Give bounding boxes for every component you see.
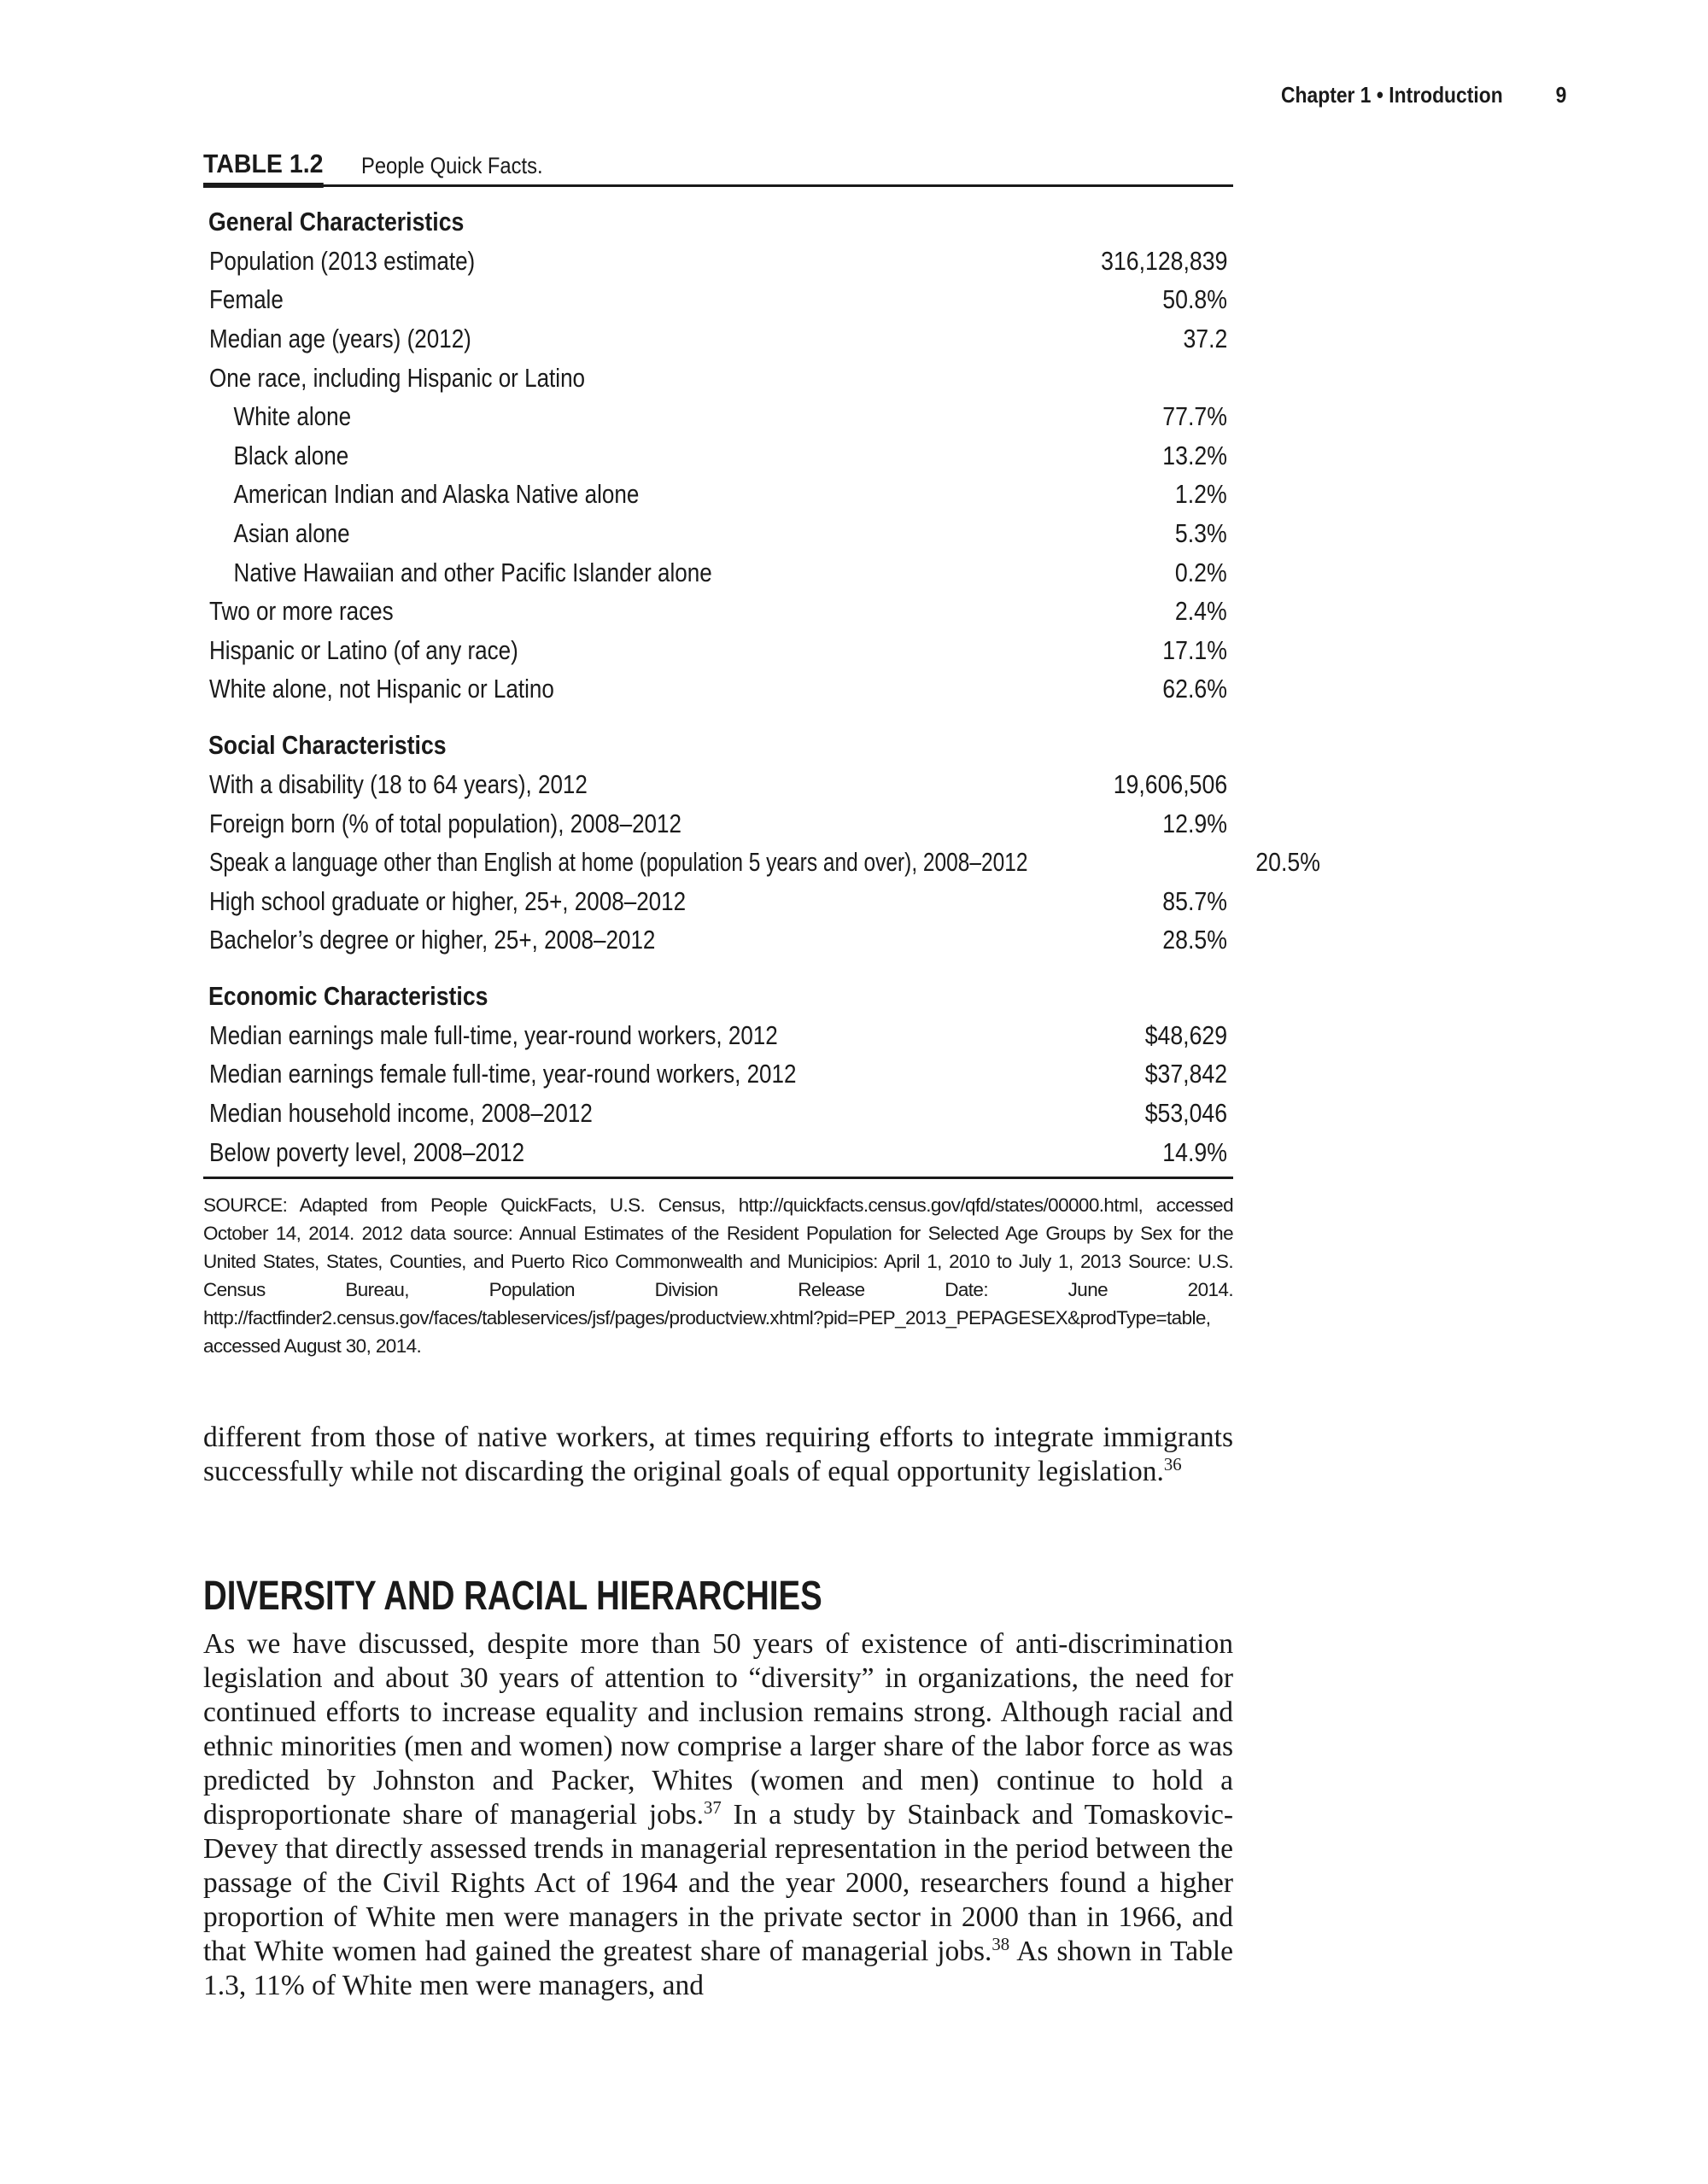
- row-label: Below poverty level, 2008–2012: [209, 1136, 525, 1167]
- table-row: [203, 1094, 1233, 1133]
- table-row: [203, 765, 1233, 804]
- row-label: One race, including Hispanic or Latino: [209, 362, 586, 393]
- table-row: [203, 843, 1321, 882]
- endnote-ref[interactable]: 36: [1163, 1454, 1182, 1474]
- paragraph-text: As we have discussed, despite more than 50 years of existence of anti-discrimination legislation and about 30 years of attention to “diversity” in organizations, the need for continued efforts to increase equality and inclusion remains strong. Although racial and ethnic minorities (men and women) now comprise a larger share of the labor force as was predicted by Johnston and Packer, Whites (women and men) continue to hold a disproportionate share of managerial jobs.: [203, 1628, 1233, 1831]
- section-heading-general: General Characteristics: [208, 207, 465, 237]
- table-row: [203, 476, 1233, 515]
- row-value: 0.2%: [1175, 557, 1227, 587]
- table-row: [203, 882, 1233, 921]
- table-row: [203, 921, 1233, 961]
- row-label: Hispanic or Latino (of any race): [209, 634, 518, 665]
- table-row: [203, 514, 1233, 553]
- paragraph-text: As shown in Table 1.3, 11% of White men were managers, and: [203, 1936, 1233, 2001]
- row-label: Native Hawaiian and other Pacific Islander alone: [233, 557, 712, 587]
- row-value: $48,629: [1144, 1019, 1227, 1050]
- row-label: Female: [209, 284, 284, 315]
- table-row: [203, 670, 1233, 710]
- table-title: People Quick Facts.: [360, 153, 543, 178]
- table-row: [203, 1133, 1233, 1172]
- row-value: 17.1%: [1162, 634, 1227, 665]
- endnote-ref[interactable]: 38: [991, 1934, 1010, 1954]
- paragraph-text: In a study by Stainback and Tomaskovic-Devey that directly assessed trends in managerial representation in the period between the passage of the Civil Rights Act of 1964 and the year 2000, researchers found a higher proportion of White men were managers in the private sector in 2000 than in 1966, and that White women had gained the greatest share of managerial jobs.: [203, 1799, 1233, 1967]
- row-value: 316,128,839: [1100, 245, 1227, 276]
- row-value: 1.2%: [1175, 479, 1227, 510]
- row-value: 85.7%: [1162, 885, 1227, 916]
- row-label: White alone, not Hispanic or Latino: [209, 674, 554, 704]
- table-label: TABLE 1.2: [203, 149, 324, 188]
- section-spacer: [203, 960, 1233, 977]
- row-label: High school graduate or higher, 25+, 2008–2012: [209, 885, 687, 916]
- row-value: 62.6%: [1162, 674, 1227, 704]
- row-value: 5.3%: [1175, 517, 1227, 548]
- row-label: Two or more races: [209, 596, 394, 627]
- table-row: [203, 281, 1233, 320]
- table-caption: [203, 145, 1233, 187]
- table-source-note: SOURCE: Adapted from People QuickFacts, U.S. Census, http://quickfacts.census.gov/qfd/states/00000.html, accessed October 14, 2014. 2012 data source: Annual Estimates of the Resident Population for Selected Age Groups by Sex for the United States, States, Counties, and Puerto Rico Commonwealth and Municipios: April 1, 2010 to July 1, 2013 Source: U.S. Census Bureau, Population Division Release Date: June 2014. http://factfinder2.census.gov/faces/tableservices/jsf/pages/productview.xhtml?pid=PEP_2013_PEPAGESEX&prodType=table, accessed August 30, 2014.: [203, 1194, 1233, 1358]
- chapter-title: Chapter 1 • Introduction: [1281, 82, 1503, 108]
- section-spacer: [203, 709, 1233, 726]
- row-label: Median earnings female full-time, year-round workers, 2012: [209, 1059, 797, 1089]
- paragraph-text: different from those of native workers, at times requiring efforts to integrate immigrants successfully while not discarding the original goals of equal opportunity legislation.: [203, 1422, 1233, 1487]
- section-heading-economic: Economic Characteristics: [208, 981, 488, 1012]
- section-heading-social: Social Characteristics: [208, 730, 447, 761]
- row-label: Black alone: [233, 440, 349, 470]
- table-row: [203, 397, 1233, 436]
- row-value: 28.5%: [1162, 925, 1227, 955]
- section-heading: DIVERSITY AND RACIAL HIERARCHIES: [203, 1574, 822, 1619]
- row-value: 20.5%: [1255, 847, 1321, 878]
- row-label: White alone: [233, 401, 352, 432]
- running-head: [1281, 82, 1566, 108]
- row-label: Speak a language other than English at home (population 5 years and over), 2008–2012: [209, 847, 1028, 878]
- table-row: [203, 1016, 1233, 1055]
- row-label: Median household income, 2008–2012: [209, 1098, 593, 1129]
- row-value: 14.9%: [1162, 1136, 1227, 1167]
- paragraph-continuation: [203, 1421, 1233, 1489]
- row-value: $37,842: [1144, 1059, 1227, 1089]
- row-value: 37.2: [1183, 323, 1227, 353]
- row-label: Foreign born (% of total population), 2008–2012: [209, 808, 682, 838]
- row-value: 77.7%: [1162, 401, 1227, 432]
- row-label: Asian alone: [233, 517, 350, 548]
- row-label: Bachelor’s degree or higher, 25+, 2008–2012: [209, 925, 656, 955]
- table-row: [203, 553, 1233, 593]
- table-body: [203, 202, 1321, 1171]
- page-number: 9: [1555, 82, 1567, 108]
- table-row: [203, 319, 1233, 359]
- row-value: 12.9%: [1162, 808, 1227, 838]
- table-row: [203, 242, 1233, 281]
- table-row: [203, 592, 1233, 631]
- row-label: Population (2013 estimate): [209, 245, 476, 276]
- row-label: With a disability (18 to 64 years), 2012: [209, 768, 588, 799]
- endnote-ref[interactable]: 37: [704, 1797, 722, 1818]
- row-value: 50.8%: [1162, 284, 1227, 315]
- row-label: Median earnings male full-time, year-round workers, 2012: [209, 1019, 778, 1050]
- row-value: 19,606,506: [1113, 768, 1227, 799]
- row-label: Median age (years) (2012): [209, 323, 471, 353]
- row-value: 2.4%: [1175, 596, 1227, 627]
- table-bottom-rule: [203, 1177, 1233, 1179]
- paragraph-diversity: [203, 1627, 1233, 2003]
- row-label: American Indian and Alaska Native alone: [233, 479, 640, 510]
- table-row: [203, 359, 1233, 398]
- table-row: [203, 631, 1233, 670]
- table-row: [203, 804, 1233, 844]
- quick-facts-table: [203, 145, 1321, 1360]
- table-row: [203, 436, 1233, 476]
- table-row: [203, 1055, 1233, 1095]
- row-value: $53,046: [1144, 1098, 1227, 1129]
- row-value: 13.2%: [1162, 440, 1227, 470]
